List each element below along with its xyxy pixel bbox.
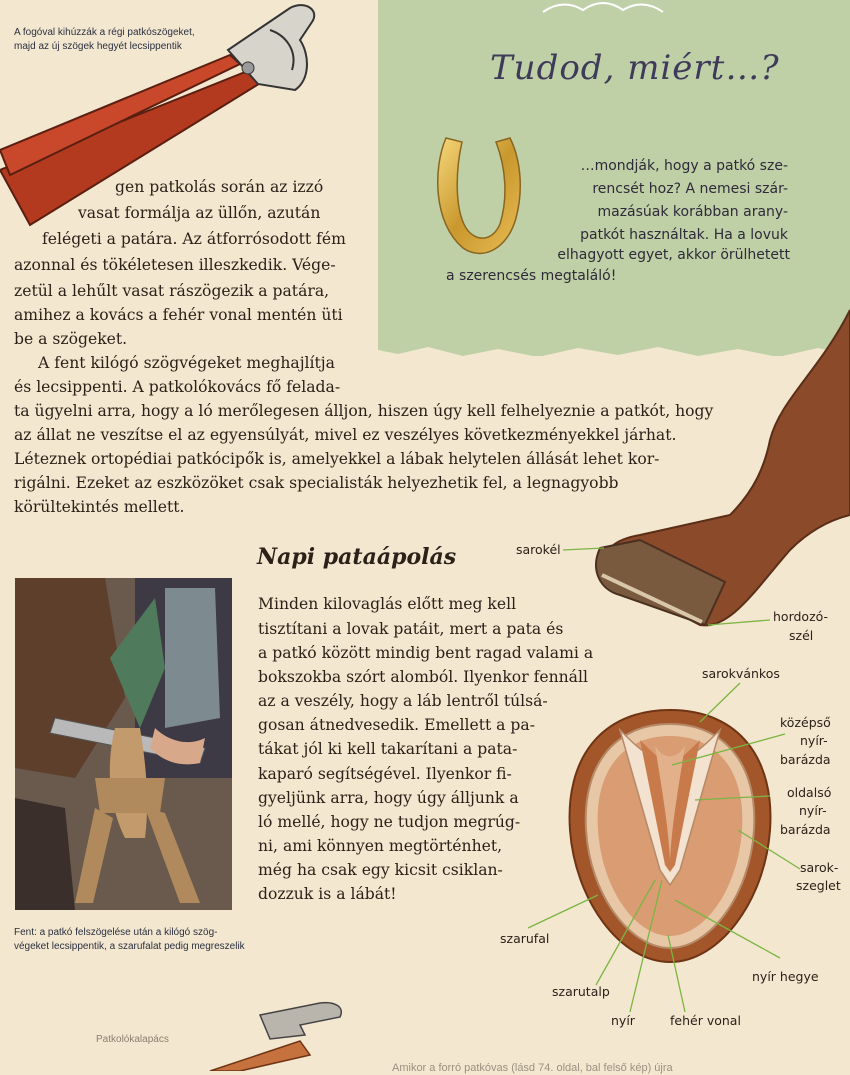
section-line-10: ló mellé, hogy ne tudjon megrúg- xyxy=(258,813,521,831)
label-kozepso-3: barázda xyxy=(780,752,831,767)
section-line-9: gyeljünk arra, hogy úgy álljunk a xyxy=(258,789,519,807)
main-text-line-13: rigálni. Ezeket az eszközöket csak specialisták helyezhetik fel, a legnagyobb xyxy=(14,474,619,492)
top-caption-line-2: majd az új szögek hegyét lecsippentik xyxy=(14,41,182,52)
farrier-photo xyxy=(15,578,232,910)
main-text-line-6: amihez a kovács a fehér vonal mentén üti xyxy=(14,306,343,324)
main-text-line-2: vasat formálja az üllőn, azután xyxy=(78,204,321,222)
main-text-line-14: körültekintés mellett. xyxy=(14,498,185,516)
main-text-line-11: az állat ne veszítse el az egyensúlyát, mivel ez veszélyes következményekkel járhat. xyxy=(14,426,677,444)
tip-title: Tudod, miért…? xyxy=(490,48,780,88)
label-szarufal: szarufal xyxy=(500,931,550,946)
top-caption-line-1: A fogóval kihúzzák a régi patkószögeket, xyxy=(14,27,195,38)
main-text-line-7: be a szögeket. xyxy=(14,330,128,348)
label-szarutalp: szarutalp xyxy=(552,984,610,999)
bottom-cut-text: Amikor a forró patkóvas (lásd 74. oldal, bal felső kép) újra xyxy=(392,1062,673,1074)
tip-line-5: elhagyott egyet, akkor örülhetett xyxy=(557,247,790,263)
label-feher-vonal: fehér vonal xyxy=(670,1013,741,1028)
photo-caption-line-2: végeket lecsippentik, a szarufalat pedig megreszelik xyxy=(14,941,245,952)
section-line-11: ni, ami könnyen megtörténhet, xyxy=(258,837,503,855)
section-line-6: gosan átnedvesedik. Emellett a pa- xyxy=(258,716,535,734)
label-sarokel: sarokél xyxy=(516,542,561,557)
label-kozepso-2: nyír- xyxy=(800,733,828,748)
tip-line-4: patkót használtak. Ha a lovuk xyxy=(580,227,788,243)
photo-caption-line-1: Fent: a patkó felszögelése után a kilógó szög- xyxy=(14,927,218,938)
main-text-line-8: A fent kilógó szögvégeket meghajlítja xyxy=(38,354,335,372)
main-text-line-10: ta ügyelni arra, hogy a ló merőlegesen álljon, hiszen úgy kell felhelyeznie a patkót, hogy xyxy=(14,402,714,420)
label-hordozo-2: szél xyxy=(789,628,814,643)
section-line-7: tákat jól ki kell takarítani a pata- xyxy=(258,740,518,758)
main-text-line-9: és lecsippenti. A patkolókovács fő felada- xyxy=(14,378,341,396)
main-text-line-5: zetül a lehűlt vasat rászögezik a patára, xyxy=(14,282,330,300)
main-text-line-1: gen patkolás során az izzó xyxy=(115,178,324,196)
section-line-3: a patkó között mindig bent ragad valami a xyxy=(258,644,594,662)
main-text-line-12: Léteznek ortopédiai patkócipők is, amelyekkel a lábak helytelen állását lehet kor- xyxy=(14,450,660,468)
tip-line-1: …mondják, hogy a patkó sze- xyxy=(580,158,788,174)
label-nyir: nyír xyxy=(611,1013,635,1028)
tip-line-3: mazásúak korábban arany- xyxy=(597,204,788,220)
main-text-line-4: azonnal és tökéletesen illeszkedik. Vége- xyxy=(14,256,336,274)
hammer-caption: Patkolókalapács xyxy=(96,1034,169,1045)
section-line-1: Minden kilovaglás előtt meg kell xyxy=(258,595,517,613)
section-line-12: még ha csak egy kicsit csiklan- xyxy=(258,861,503,879)
label-sarokszeglet-1: sarok- xyxy=(800,860,839,875)
section-line-8: kaparó segítségével. Ilyenkor fi- xyxy=(258,765,512,783)
label-nyir-hegye: nyír hegye xyxy=(752,969,819,984)
label-sarokvankos: sarokvánkos xyxy=(702,666,780,681)
farrier-photo-scene xyxy=(15,578,232,910)
label-oldalso-1: oldalsó xyxy=(787,785,832,800)
section-line-13: dozzuk is a lábát! xyxy=(258,885,397,903)
label-sarokszeglet-2: szeglet xyxy=(796,878,841,893)
section-line-2: tisztítani a lovak patáit, mert a pata és xyxy=(258,620,564,638)
section-title: Napi pataápolás xyxy=(257,544,457,570)
hammer-illustration xyxy=(150,995,400,1071)
tip-line-2: rencsét hoz? A nemesi szár- xyxy=(592,181,788,197)
tip-line-6: a szerencsés megtaláló! xyxy=(446,268,617,284)
section-line-5: az a veszély, hogy a láb lentről túlsá- xyxy=(258,692,548,710)
main-text-line-3: felégeti a patára. Az átforrósodott fém xyxy=(42,230,346,248)
label-hordozo-1: hordozó- xyxy=(773,609,829,624)
label-oldalso-2: nyír- xyxy=(799,803,827,818)
label-oldalso-3: barázda xyxy=(780,822,831,837)
label-kozepso-1: középső xyxy=(780,715,831,730)
section-line-4: bokszokba szórt alomból. Ilyenkor fennáll xyxy=(258,668,588,686)
